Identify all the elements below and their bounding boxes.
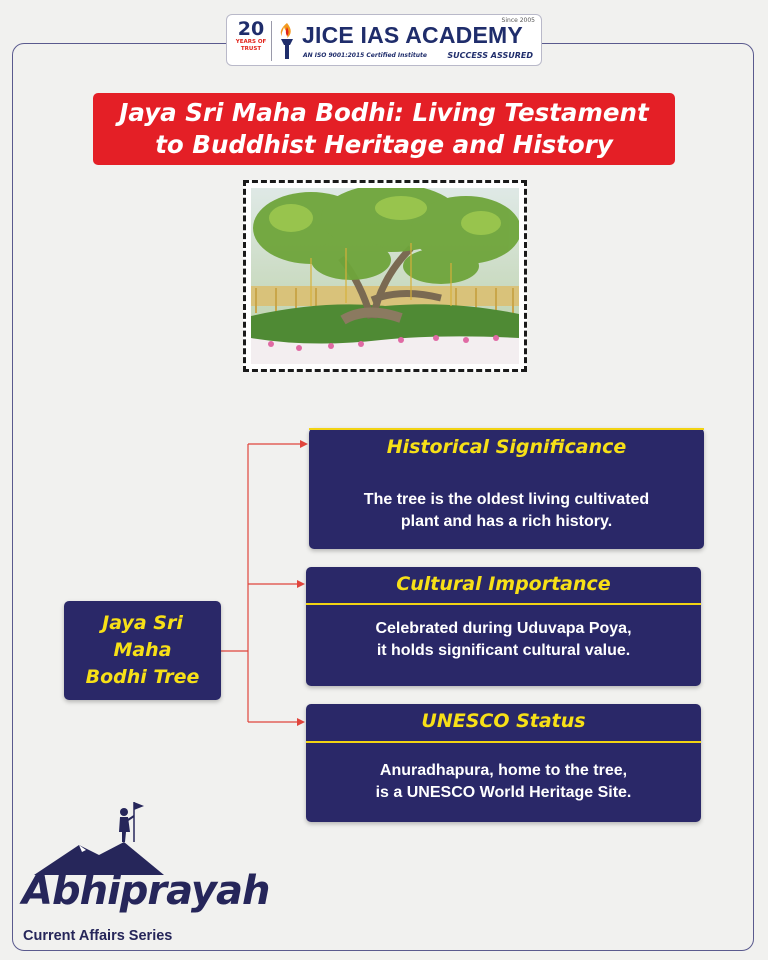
branch-heading: Historical Significance (386, 436, 627, 458)
mountain-climber-icon (24, 800, 164, 875)
branch-body (316, 760, 691, 804)
series-subtitle: Current Affairs Series (23, 928, 173, 944)
years-text: YEARS OF TRUST (235, 39, 267, 52)
heading-rule (306, 741, 701, 743)
branch-body-line-1: Celebrated during Uduvapa Poya, (375, 620, 632, 637)
heading-rule (309, 428, 704, 430)
iso-text: AN ISO 9001:2015 Certified Institute (303, 52, 427, 59)
branch-historical-significance (309, 428, 704, 549)
heading-rule (306, 603, 701, 605)
title-line-1: Jaya Sri Maha Bodhi: Living Testament (119, 98, 649, 127)
years-number: 20 (237, 18, 265, 40)
branch-body-line-2: plant and has a rich history. (400, 513, 613, 530)
title-line-2: to Buddhist Heritage and History (155, 130, 613, 159)
branch-body-line-2: is a UNESCO World Heritage Site. (375, 784, 632, 801)
root-line-2: Maha (113, 639, 172, 661)
branch-body (316, 618, 691, 662)
branch-body-line-1: The tree is the oldest living cultivated (363, 491, 650, 508)
root-node (64, 601, 221, 700)
root-line-3: Bodhi Tree (85, 666, 200, 688)
since-text: Since 2005 (501, 17, 535, 24)
branch-body-line-2: it holds significant cultural value. (376, 642, 631, 659)
branch-body (319, 489, 694, 533)
series-name: Abhiprayah (22, 868, 270, 914)
branch-body-line-1: Anuradhapura, home to the tree, (379, 762, 628, 779)
tagline: SUCCESS ASSURED (447, 51, 533, 60)
root-line-1: Jaya Sri (102, 612, 183, 634)
branch-cultural-importance (306, 567, 701, 686)
branch-heading: UNESCO Status (421, 710, 586, 732)
academy-name: JICE IAS ACADEMY (302, 22, 523, 48)
branch-unesco-status (306, 704, 701, 822)
branch-heading: Cultural Importance (396, 573, 611, 595)
